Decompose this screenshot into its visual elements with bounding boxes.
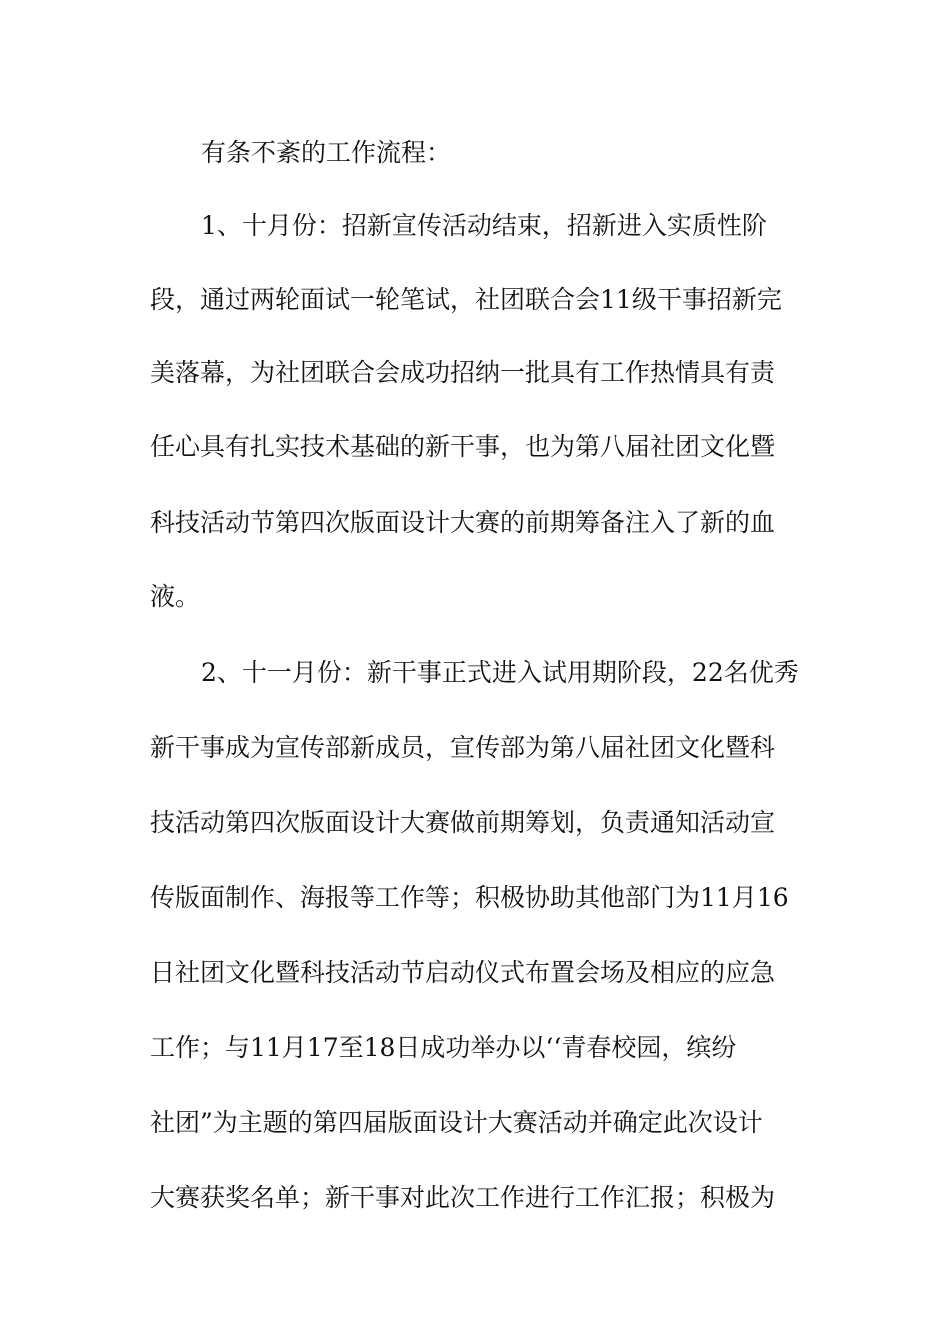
paragraph-2-line-3: 技活动第四次版面设计大赛做前期筹划，负责通知活动宣 — [150, 808, 776, 837]
paragraph-1-line-4: 任心具有扎实技术基础的新干事，也为第八届社团文化暨 — [150, 432, 776, 461]
paragraph-1-line-3: 美落幕，为社团联合会成功招纳一批具有工作热情具有责 — [150, 358, 776, 387]
paragraph-2-line-5: 日社团文化暨科技活动节启动仪式布置会场及相应的应急 — [150, 958, 776, 987]
paragraph-2-line-6: 工作；与11月17至18日成功举办以‘‘青春校园，缤纷 — [150, 1033, 737, 1062]
paragraph-1-line-6: 液。 — [150, 582, 201, 611]
paragraph-2-line-8: 大赛获奖名单；新干事对此次工作进行工作汇报；积极为 — [150, 1183, 776, 1212]
paragraph-2-line-7: 社团”为主题的第四届版面设计大赛活动并确定此次设计 — [150, 1108, 763, 1137]
paragraph-2-line-1: 2、十一月份：新干事正式进入试用期阶段，22名优秀 — [201, 658, 799, 687]
paragraph-2-line-4: 传版面制作、海报等工作等；积极协助其他部门为11月16 — [150, 883, 789, 912]
paragraph-2-line-2: 新干事成为宣传部新成员，宣传部为第八届社团文化暨科 — [150, 733, 776, 762]
section-heading: 有条不紊的工作流程： — [201, 138, 452, 167]
paragraph-1-line-1: 1、十月份：招新宣传活动结束，招新进入实质性阶 — [201, 211, 767, 240]
paragraph-1-line-2: 段，通过两轮面试一轮笔试，社团联合会11级干事招新完 — [150, 285, 782, 314]
paragraph-1-line-5: 科技活动节第四次版面设计大赛的前期筹备注入了新的血 — [150, 508, 776, 537]
